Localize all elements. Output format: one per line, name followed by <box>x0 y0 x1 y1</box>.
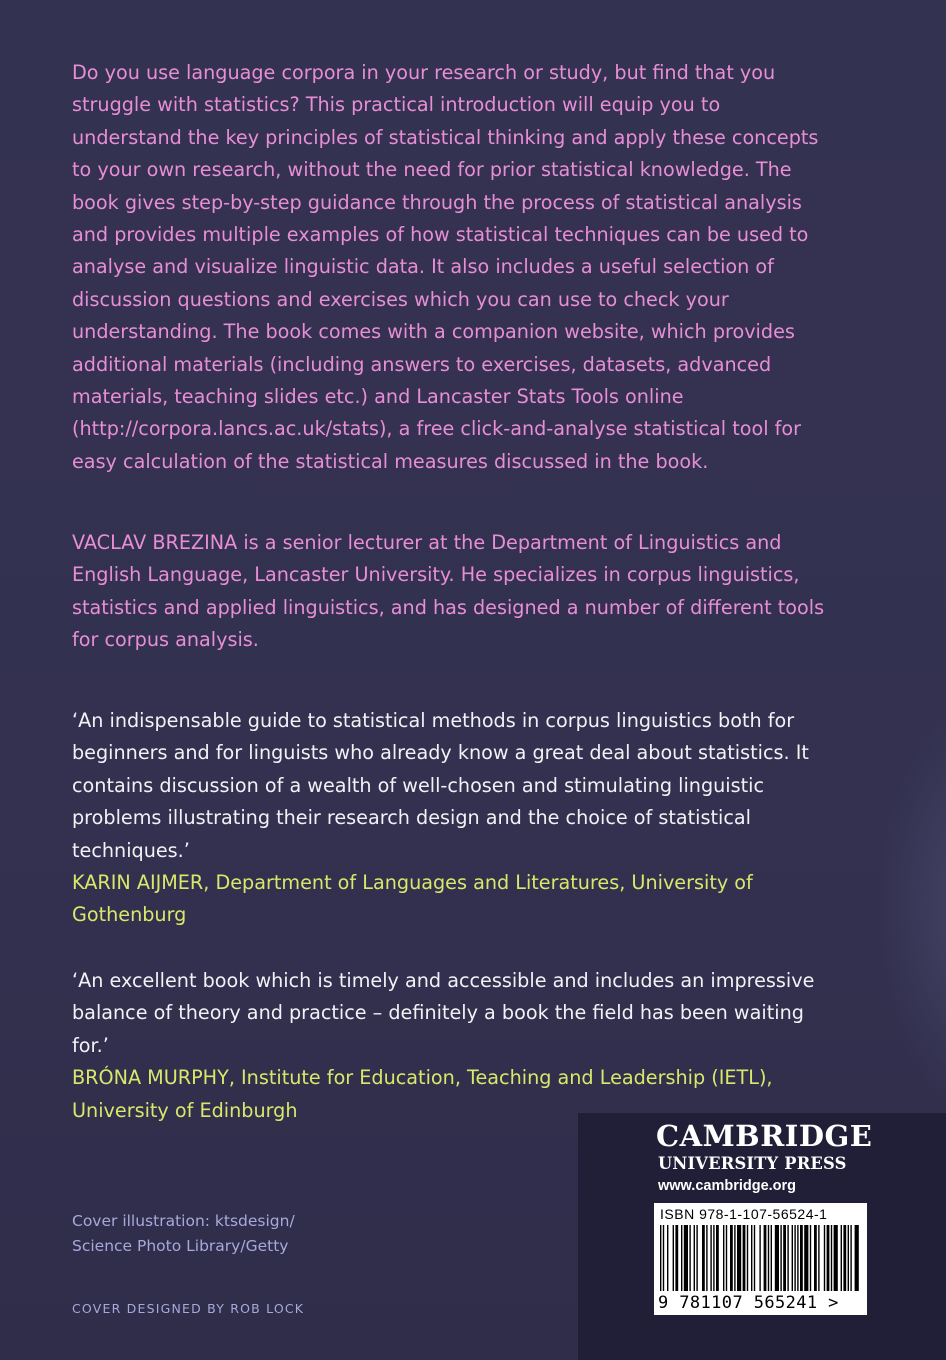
barcode-bar <box>810 1225 811 1291</box>
barcode-bar <box>848 1225 849 1291</box>
isbn-label: ISBN 978-1-107-56524-1 <box>660 1206 828 1222</box>
barcode-bar <box>734 1225 735 1291</box>
review-quote-text: ‘An excellent book which is timely and accessible and includes an impressive balance of theory and practice – definitely a book the field has been waiting for.’ <box>72 969 815 1057</box>
barcode-bar <box>759 1225 760 1291</box>
review-quote-text: ‘An indispensable guide to statistical methods in corpus linguistics both for beginners and for linguists who already know a great deal about statistics. It contains discussion of a wealth of well-chosen and stimulating linguistic problems illustrating their research design and the choice of statistical techniques.’ <box>72 709 809 862</box>
review-quote-1 <box>72 705 832 932</box>
review-quote-2 <box>72 965 832 1127</box>
barcode-bar <box>804 1225 808 1291</box>
barcode-bar <box>814 1225 817 1291</box>
publisher-press: UNIVERSITY PRESS <box>658 1154 847 1173</box>
publisher-name: CAMBRIDGE <box>656 1119 873 1153</box>
book-description: Do you use language corpora in your research or study, but find that you struggle with statistics? This practical introduction will equip you to understand the key principles of statistical thinking and apply these concepts to your own research, without the need for prior statistical knowledge. The book gives step-by-step guidance through the process of statistical analysis and provides multiple examples of how statistical techniques can be used to analyse and visualize linguistic data. It also includes a useful selection of discussion questions and exercises which you can use to check your understanding. The book comes with a companion website, which provides additional materials (including answers to exercises, datasets, advanced materials, teaching slides etc.) and Lancaster Stats Tools online (http://corpora.lancs.ac.uk/stats), a free click-and-analyse statistical tool for easy calculation of the statistical measures discussed in the book. <box>72 61 819 473</box>
barcode-bar <box>834 1225 838 1291</box>
barcode-bar <box>855 1225 859 1291</box>
barcode-bar <box>726 1225 727 1291</box>
barcode-bar <box>780 1225 781 1291</box>
isbn-barcode <box>654 1203 867 1315</box>
ean-digits: 9 781107 565241 > <box>658 1293 839 1313</box>
reviewer-name: BRÓNA MURPHY <box>72 1066 229 1090</box>
publisher-url: www.cambridge.org <box>658 1178 797 1194</box>
barcode-bar <box>667 1225 668 1291</box>
barcode-bar <box>797 1225 798 1291</box>
barcode-bar <box>768 1225 769 1291</box>
barcode-bar <box>681 1225 682 1291</box>
barcode-bar <box>792 1225 793 1291</box>
barcode-bar <box>771 1225 772 1291</box>
barcode-bar <box>841 1225 842 1291</box>
reviewer-affiliation: , Institute for Education, Teaching and Leadership (IETL), University of Edinburgh <box>72 1066 773 1122</box>
barcode-bar <box>713 1225 714 1291</box>
barcode-bar <box>723 1225 724 1291</box>
barcode-bar <box>850 1225 851 1291</box>
barcode-bar <box>689 1225 690 1291</box>
barcode-bar <box>775 1225 779 1291</box>
author-bio: VACLAV BREZINA is a senior lecturer at the Department of Linguistics and English Language, Lancaster University. He specializes in corpus linguistics, statistics and applied linguistics, and has designed a number of different tools for corpus analysis. <box>72 531 825 652</box>
barcode-bar <box>737 1225 741 1291</box>
cover-illustration-credit: Cover illustration: ktsdesign/ Science Photo Library/Getty <box>72 1212 295 1255</box>
barcode-bar <box>794 1225 795 1291</box>
barcode-bar <box>831 1225 832 1291</box>
barcode-bar <box>702 1225 705 1291</box>
barcode-bar <box>716 1225 719 1291</box>
barcode-bar <box>764 1225 767 1291</box>
barcode-bar <box>751 1225 752 1291</box>
barcode-bar <box>730 1225 733 1291</box>
barcode-bar <box>827 1225 830 1291</box>
barcode-bar <box>694 1225 695 1291</box>
barcode-bar <box>675 1225 678 1291</box>
reviewer-name: KARIN AIJMER <box>72 871 204 895</box>
barcode-bar <box>843 1225 846 1291</box>
background-glow <box>876 700 946 1120</box>
barcode-bar <box>663 1225 664 1291</box>
reviewer-affiliation: , Department of Languages and Literatures, University of Gothenburg <box>72 871 753 927</box>
barcode-bars <box>658 1225 863 1293</box>
review-attribution <box>72 867 832 932</box>
barcode-bar <box>673 1225 674 1291</box>
barcode-bar <box>684 1225 688 1291</box>
barcode-bar <box>787 1225 788 1291</box>
barcode-bar <box>818 1225 819 1291</box>
cover-designer-credit: COVER DESIGNED BY ROB LOCK <box>72 1301 305 1316</box>
barcode-bar <box>783 1225 786 1291</box>
barcode-bar <box>743 1225 746 1291</box>
barcode-bar <box>710 1225 711 1291</box>
barcode-bar <box>660 1225 661 1291</box>
barcode-bar <box>800 1225 803 1291</box>
barcode-bar <box>824 1225 825 1291</box>
barcode-bar <box>754 1225 755 1291</box>
barcode-bar <box>696 1225 697 1291</box>
barcode-bar <box>706 1225 707 1291</box>
barcode-bar <box>747 1225 748 1291</box>
